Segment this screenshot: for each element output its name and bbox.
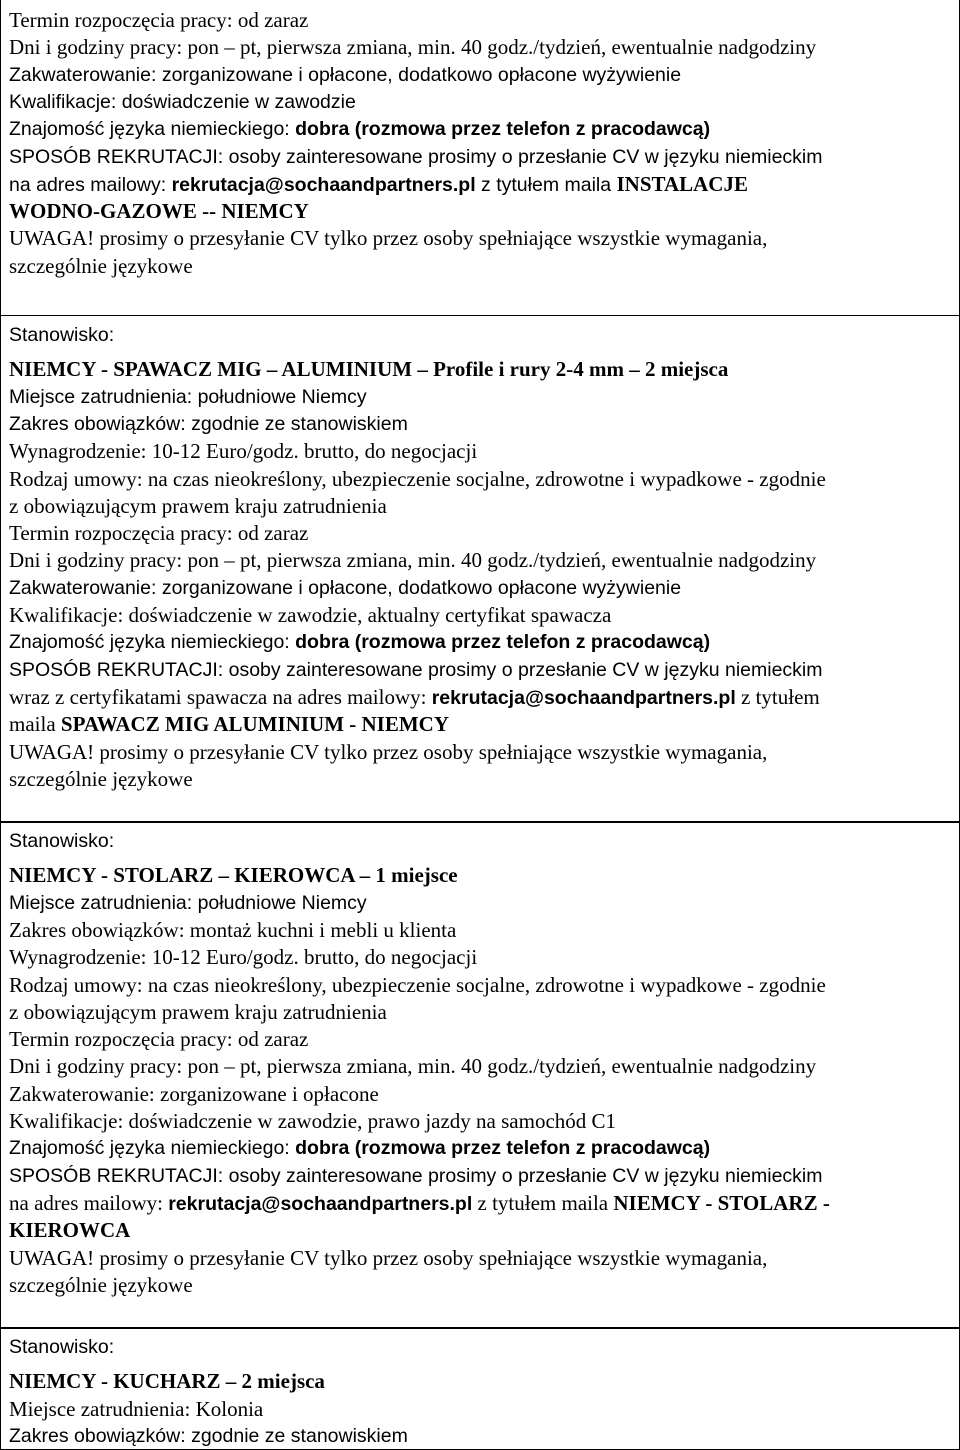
text-run: Zakres obowiązków: zgodnie ze stanowiskiem [9,412,408,435]
text-run: na adres mailowy: [9,1190,169,1215]
text-line [9,972,826,999]
text-line [9,1245,767,1272]
text-run: szczególnie językowe [9,1272,193,1297]
text-run: na adres mailowy: [9,173,172,196]
text-run: z obowiązującym prawem kraju zatrudnienia [9,999,387,1024]
bold-text: rekrutacja@sochaandpartners.pl [168,1192,473,1215]
bold-text: INSTALACJE [616,171,748,196]
text-run: prosimy o przesyłanie CV tylko przez osoby spełniające wszystkie wymagania, [94,1245,768,1270]
text-run: Zakres obowiązków: montaż kuchni i mebli u klienta [9,917,457,942]
text-line [9,1053,816,1080]
text-line [9,384,367,411]
text-run: Termin rozpoczęcia pracy: od zaraz [9,1027,309,1052]
text-line [9,999,387,1026]
text-run: Zakres obowiązków: zgodnie ze stanowiskiem [9,1424,408,1447]
bold-text: NIEMCY - STOLARZ - [613,1190,830,1215]
text-run: Kwalifikacje: doświadczenie w zawodzie, aktualny certyfikat spawacza [9,603,612,627]
text-run: maila [9,712,61,737]
text-run: prosimy o przesyłanie CV tylko przez osoby spełniające wszystkie wymagania, [94,739,768,764]
text-run: Wynagrodzenie: 10-12 Euro/godz. brutto, do negocjacji [9,439,478,464]
bold-text: KIEROWCA [9,1218,131,1243]
text-line [9,253,193,280]
text-line [9,493,387,520]
text-line [9,89,356,116]
text-line [9,1423,408,1450]
bold-text: NIEMCY - SPAWACZ MIG – ALUMINIUM – Profile i rury 2-4 mm – 2 miejsca [9,357,729,382]
text-run: Znajomość języka niemieckiego: [9,631,296,654]
text-run: wraz z certyfikatami spawacza na adres mailowy: [9,684,432,709]
text-line [9,917,456,944]
text-line [9,1368,325,1395]
text-line [9,356,728,383]
text-line [9,602,611,629]
text-line [9,629,710,656]
text-line [9,1135,710,1162]
text-run: Stanowisko: [9,1336,115,1358]
text-line [9,520,308,547]
text-run: Kwalifikacje: doświadczenie w zawodzie [9,90,356,113]
text-run: Stanowisko: [9,324,115,346]
bold-text: NIEMCY - STOLARZ – KIEROWCA – 1 miejsce [9,863,458,888]
text-run: Dni i godziny pracy: pon – pt, pierwsza zmiana, min. 40 godz./tydzień, ewentualnie nadgodziny [9,35,817,60]
text-run: UWAGA! [9,226,95,251]
text-run: z tytułem maila [472,1190,614,1215]
text-run: Zakwaterowanie: zorganizowane i opłacone, dodatkowo opłacone wyżywienie [9,576,682,599]
text-line [9,1190,830,1217]
text-run: Zakwaterowanie: zorganizowane i opłacone, dodatkowo opłacone wyżywienie [9,63,682,86]
text-line [9,739,767,766]
text-line [9,171,748,198]
text-line [9,34,816,61]
text-run: szczególnie językowe [9,766,193,791]
text-run: Termin rozpoczęcia pracy: od zaraz [9,521,309,546]
text-line [9,547,816,574]
bold-text: NIEMCY - KUCHARZ – 2 miejsca [9,1369,325,1394]
text-line [9,1026,308,1053]
text-line [9,198,309,225]
job-section-stolarz [0,821,960,1329]
text-run: prosimy o przesyłanie CV tylko przez osoby spełniające wszystkie wymagania, [94,226,768,251]
text-run: Miejsce zatrudnienia: południowe Niemcy [9,891,367,914]
bold-text: WODNO-GAZOWE -- NIEMCY [9,199,309,224]
text-line [9,62,681,89]
text-line [9,438,477,465]
text-run: UWAGA! [9,1245,95,1270]
text-line [9,828,114,855]
bold-text: SPAWACZ MIG ALUMINIUM - NIEMCY [60,712,450,737]
bold-text: rekrutacja@sochaandpartners.pl [171,173,476,196]
text-run: Wynagrodzenie: 10-12 Euro/godz. brutto, do negocjacji [9,945,478,970]
text-run: Rodzaj umowy: na czas nieokreślony, ubezpieczenie socjalne, zdrowotne i wypadkowe - zgodnie [9,466,826,491]
text-run: Rodzaj umowy: na czas nieokreślony, ubezpieczenie socjalne, zdrowotne i wypadkowe - zgodnie [9,972,826,997]
text-line [9,7,308,34]
text-run: szczególnie językowe [9,253,193,278]
text-run: Stanowisko: [9,830,115,852]
bold-text: dobra (rozmowa przez telefon z pracodawcą) [295,118,711,141]
text-line [9,322,114,349]
text-line [9,657,823,684]
text-run: Kwalifikacje: doświadczenie w zawodzie, prawo jazdy na samochód C1 [9,1109,617,1133]
text-line [9,225,767,252]
text-line [9,116,710,143]
text-run: Termin rozpoczęcia pracy: od zaraz [9,8,309,32]
text-line [9,1396,263,1423]
text-run: z tytułem [735,684,820,709]
text-run: Miejsce zatrudnienia: południowe Niemcy [9,385,367,408]
text-run: SPOSÓB REKRUTACJI: osoby zainteresowane prosimy o przesłanie CV w języku niemieckim [9,145,823,168]
text-line [9,944,477,971]
text-line [9,144,823,171]
text-run: Miejsce zatrudnienia: Kolonia [9,1396,264,1421]
text-run: SPOSÓB REKRUTACJI: osoby zainteresowane prosimy o przesłanie CV w języku niemieckim [9,1164,823,1187]
bold-text: rekrutacja@sochaandpartners.pl [431,686,736,709]
text-line [9,890,367,917]
job-section-kucharz [0,1327,960,1450]
text-run: Znajomość języka niemieckiego: [9,118,296,141]
text-line [9,1217,130,1244]
text-line [9,575,681,602]
text-run: Dni i godziny pracy: pon – pt, pierwsza zmiana, min. 40 godz./tydzień, ewentualnie nadgodziny [9,1054,817,1079]
text-run: z tytułem maila [475,173,617,196]
text-line [9,1334,114,1361]
text-line [9,766,193,793]
text-run: z obowiązującym prawem kraju zatrudnienia [9,493,387,518]
text-line [9,711,449,738]
text-run: Dni i godziny pracy: pon – pt, pierwsza zmiana, min. 40 godz./tydzień, ewentualnie nadgodziny [9,548,817,573]
text-line [9,1272,193,1299]
bold-text: dobra (rozmowa przez telefon z pracodawcą) [295,631,711,654]
job-section-spawacz [0,315,960,823]
text-run: UWAGA! [9,739,95,764]
text-run: Znajomość języka niemieckiego: [9,1137,296,1160]
text-line [9,1081,379,1108]
text-line [9,862,458,889]
text-line [9,411,408,438]
job-section-instalacje [0,0,960,316]
text-line [9,1108,616,1135]
text-line [9,466,826,493]
text-line [9,684,820,711]
text-run: Zakwaterowanie: zorganizowane i opłacone [9,1081,379,1106]
text-line [9,1163,823,1190]
bold-text: dobra (rozmowa przez telefon z pracodawcą) [295,1137,711,1160]
text-run: SPOSÓB REKRUTACJI: osoby zainteresowane prosimy o przesłanie CV w języku niemieckim [9,658,823,681]
